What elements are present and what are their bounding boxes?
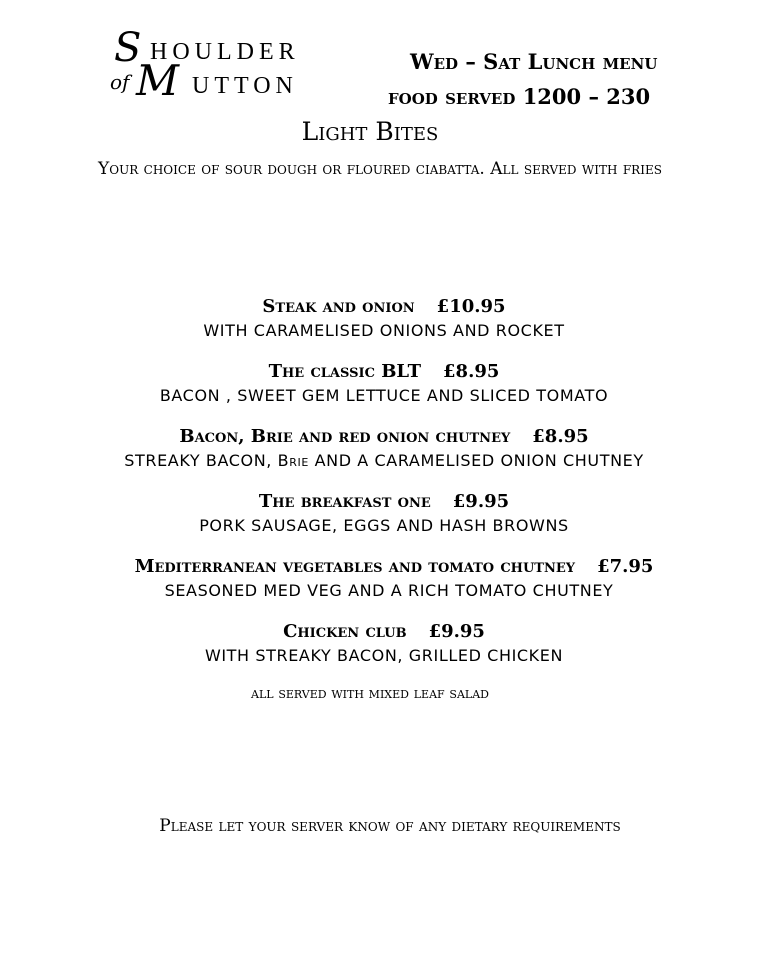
item-title — [10, 555, 768, 579]
item-name: Chicken club — [283, 621, 407, 642]
item-name: Steak and onion — [262, 296, 415, 317]
item-description: WITH STREAKY BACON, GRILLED CHICKEN — [204, 646, 564, 665]
menu-item-steak — [0, 295, 768, 342]
logo-initial-m: M — [136, 56, 180, 105]
menu-item-chicken-club — [0, 620, 768, 667]
logo-initial-s: S — [114, 25, 142, 71]
menu-item-breakfast — [0, 490, 768, 537]
item-title — [0, 490, 768, 514]
item-title — [0, 425, 768, 449]
dietary-note: Please let your server know of any dietary requirements — [159, 816, 621, 836]
header-time: food served 1200 – 230 — [388, 84, 651, 109]
menu-item-bacon-brie — [0, 425, 768, 472]
item-name: Bacon, Brie and red onion chutney — [179, 426, 511, 447]
logo-word-mutton: UTTON — [192, 73, 298, 99]
item-description: PORK SAUSAGE, EGGS AND HASH BROWNS — [199, 516, 569, 535]
item-title — [0, 360, 768, 384]
item-price: £8.95 — [532, 426, 589, 447]
item-title — [0, 620, 768, 644]
item-description: BACON , SWEET GEM LETTUCE AND SLICED TOMATO — [159, 386, 609, 405]
item-name: The breakfast one — [258, 491, 431, 512]
item-price: £8.95 — [443, 361, 500, 382]
intro-text: Your choice of sour dough or floured ciabatta. All served with fries — [98, 159, 662, 179]
item-description: STREAKY BACON, Brie AND A CARAMELISED ONION CHUTNEY — [124, 451, 644, 470]
item-name: The classic BLT — [268, 361, 422, 382]
item-price: £10.95 — [436, 296, 506, 317]
item-description: WITH CARAMELISED ONIONS AND ROCKET — [203, 321, 565, 340]
item-description: SEASONED MED VEG AND A RICH TOMATO CHUTNEY — [164, 581, 614, 600]
header-days: Wed – Sat Lunch menu — [410, 49, 658, 74]
menu-item-mediterranean — [10, 555, 768, 602]
menu-item-blt — [0, 360, 768, 407]
logo — [108, 25, 358, 105]
item-price: £9.95 — [428, 621, 485, 642]
item-title — [0, 295, 768, 319]
salad-note: all served with mixed leaf salad — [251, 684, 489, 702]
item-price: £9.95 — [452, 491, 510, 512]
logo-word-of: of — [110, 70, 130, 94]
logo-word-shoulder: HOULDER — [150, 39, 300, 65]
item-price: £7.95 — [597, 556, 654, 577]
item-name: Mediterranean vegetables and tomato chutney — [134, 556, 576, 577]
section-title: Light Bites — [301, 117, 439, 146]
